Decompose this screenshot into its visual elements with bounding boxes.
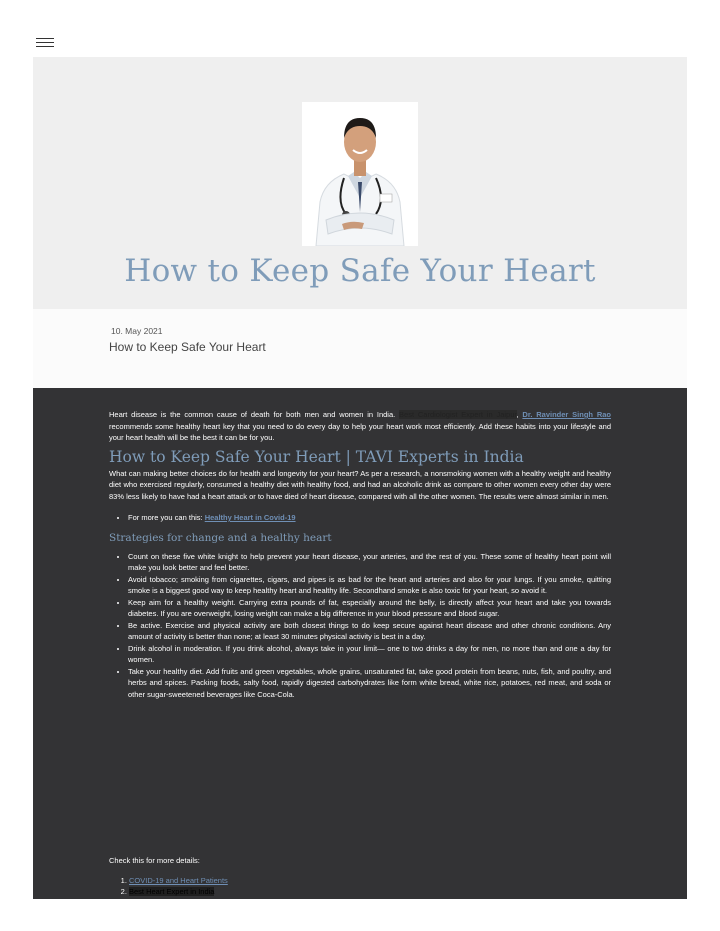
strategies-list <box>109 551 611 701</box>
list-item: • Avoid tobacco; smoking from cigarettes, cigars, and pipes is as bad for the heart and arteries and also for your lungs. If you smoke, quitting smoke is a biggest good way to keep healthy heart and healthy life. Secondhand smoke is also toxic for your heart, so avoid it. <box>128 574 611 597</box>
strategies-heading: Strategies for change and a healthy heart <box>109 531 332 544</box>
covid-heart-link[interactable]: COVID-19 and Heart Patients <box>129 876 228 885</box>
intro-comma: , <box>516 410 523 419</box>
intro-highlight: Best Cardiologist Expert in Jaipur <box>399 410 517 419</box>
list-item: • Take your healthy diet. Add fruits and green vegetables, whole grains, unsaturated fat, take good protein from beans, nuts, fish, and poultry, and herbs and spices. Packing foods, salty food, rapidly digested carbohydrates like form white bread, white rice, potatoes, red meat, and soda or other sugar-sweetened beverages like Coca-Cola. <box>128 666 611 701</box>
article-body <box>33 388 687 899</box>
post-subtitle: How to Keep Safe Your Heart <box>109 340 266 354</box>
post-date: 10. May 2021 <box>111 326 163 336</box>
check-label: Check this for more details: <box>109 856 200 865</box>
intro-text-a: Heart disease is the common cause of death for both men and women in India. <box>109 410 400 419</box>
list-item: • Drink alcohol in moderation. If you drink alcohol, always take in your limit— one to two drinks a day for men, no more than and one a day for women. <box>128 643 611 666</box>
more-prefix: For more you can this: <box>128 513 205 522</box>
intro-paragraph <box>109 409 611 444</box>
hero-title: How to Keep Safe Your Heart <box>124 253 596 289</box>
post-meta <box>33 309 687 388</box>
list-item: • Count on these five white knight to help prevent your heart disease, your arteries, and the rest of you. These some of healthy heart point will make you look better and feel better. <box>128 551 611 574</box>
article-text <box>109 409 611 700</box>
list-item: • Keep aim for a healthy weight. Carrying extra pounds of fat, especially around the belly, is directly affect your heart and take you towards diabetes. If you are overweight, losing weight can make a big difference in your blood pressure and blood sugar. <box>128 597 611 620</box>
list-item <box>128 512 611 524</box>
section-heading: How to Keep Safe Your Heart | TAVI Experts in India <box>109 447 524 466</box>
healthy-heart-covid-link[interactable]: Healthy Heart in Covid-19 <box>204 513 296 522</box>
intro-text-b: recommends some healthy heart key that you need to do every day to help your heart work most efficiently. Add these habits into your lifestyle and your heart health will be the best it can be for you. <box>109 421 611 442</box>
hero-banner <box>33 57 687 309</box>
details-links <box>109 875 228 897</box>
more-list <box>109 512 611 524</box>
hamburger-menu-icon[interactable] <box>36 38 54 52</box>
list-item <box>129 875 228 886</box>
list-item: • Be active. Exercise and physical activity are both closest things to do keep secure against heart disease and other chronic conditions. Any amount of activity is better than none; at least 30 minutes physical activity is best in a day. <box>128 620 611 643</box>
list-item <box>129 886 228 897</box>
doctor-portrait-image <box>302 102 418 246</box>
doctor-link[interactable]: Dr. Ravinder Singh Rao <box>522 410 611 419</box>
research-paragraph: What can making better choices do for health and longevity for your heart? As per a research, a nonsmoking women with a healthy weight and healthy diet who exercised regularly, consumed a healthy diet with healthy food, and had an alcoholic drink as compare to other women every other day were 83% less likely to have had a heart attack or to have died of heart disease, compared with all the other women. The results were almost similar in men. <box>109 468 611 501</box>
best-heart-expert-link[interactable]: Best Heart Expert in India <box>129 887 215 896</box>
